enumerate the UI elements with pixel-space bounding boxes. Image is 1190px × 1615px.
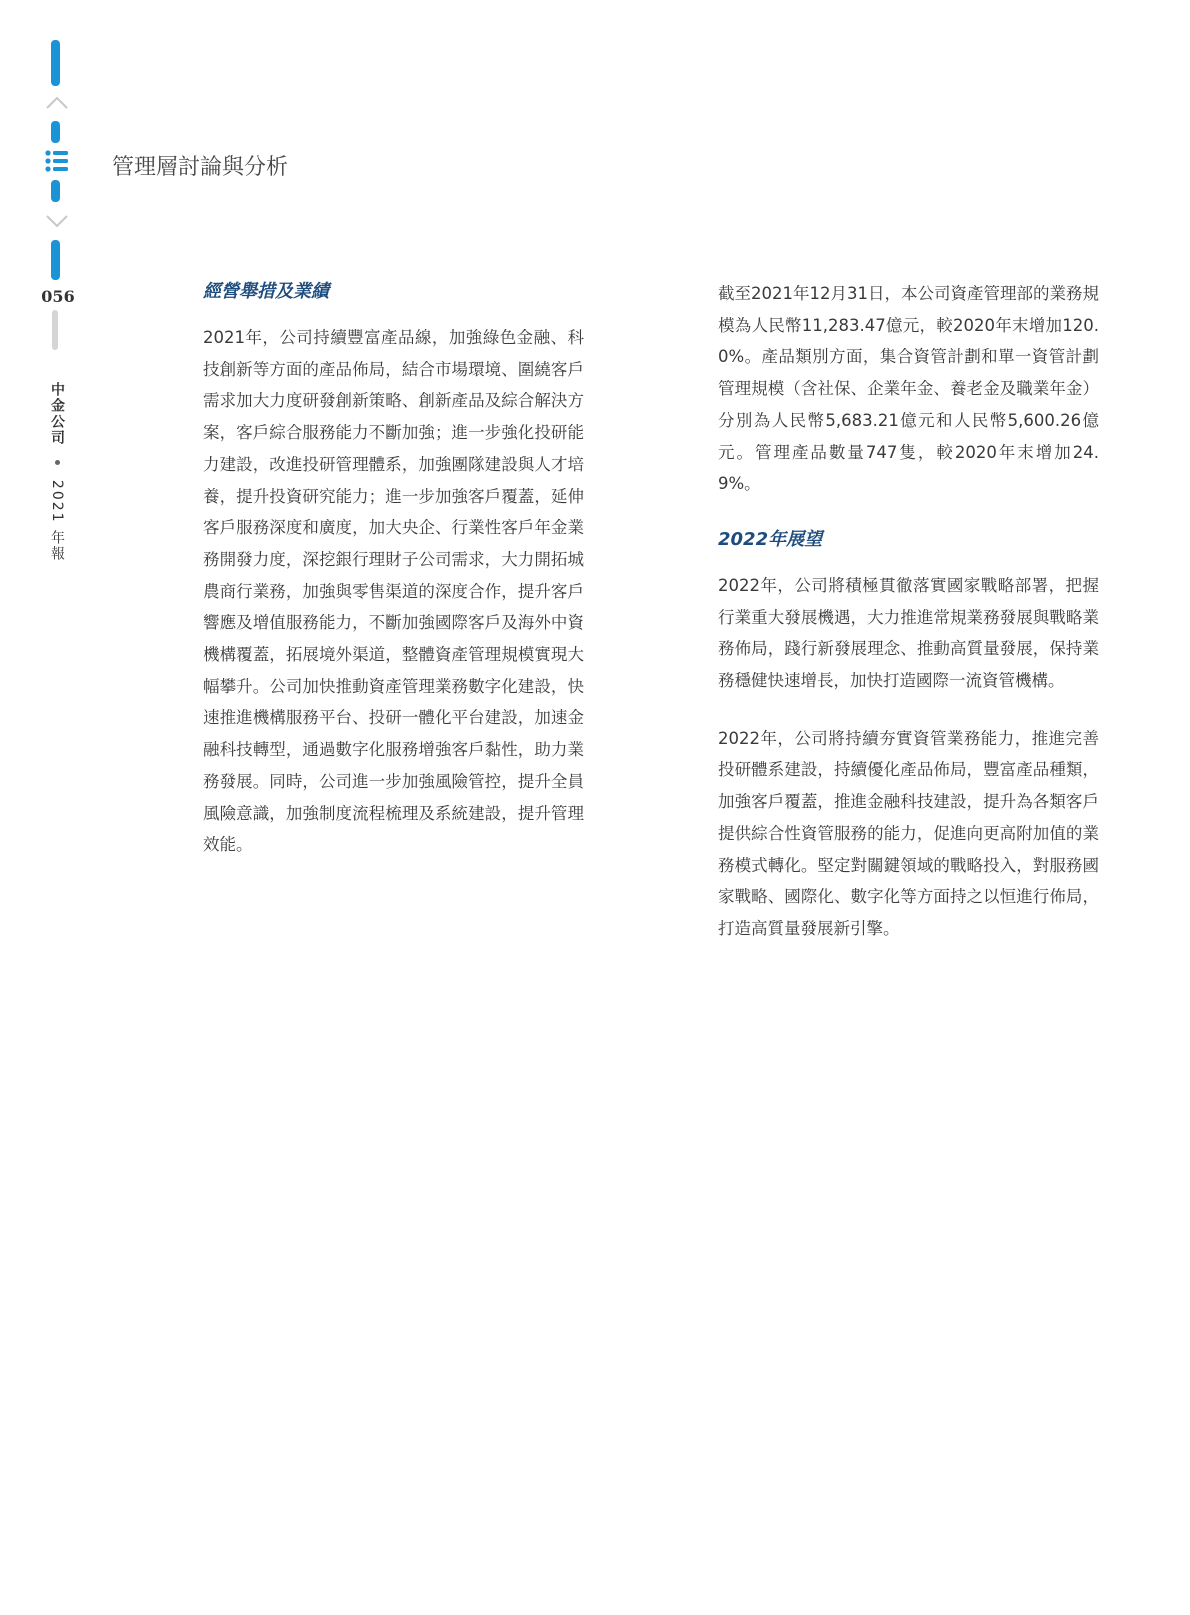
right-column: [718, 278, 1099, 945]
nav-bar-top: [51, 40, 60, 86]
nav-bar-upper: [51, 121, 60, 143]
left-column: [203, 278, 584, 861]
outlook-paragraph-2: 2022年，公司將持續夯實資管業務能力，推進完善投研體系建設，持續優化產品佈局，豐富產品種類，加強客戶覆蓋，推進金融科技建設，提升為各類客戶提供綜合性資管服務的能力，促進向更高附加值的業務模式轉化。堅定對關鍵領域的戰略投入，對服務國家戰略、國際化、數字化等方面持之以恒進行佈局，打造高質量發展新引擎。: [718, 728, 1099, 938]
operations-paragraph: 2021年，公司持續豐富產品線，加強綠色金融、科技創新等方面的產品佈局，結合市場環境、圍繞客戶需求加大力度研發創新策略、創新產品及綜合解決方案，客戶綜合服務能力不斷加強；進一步強化投研能力建設，改進投研管理體系，加強團隊建設與人才培養，提升投資研究能力；進一步加強客戶覆蓋，延伸客戶服務深度和廣度，加大央企、行業性客戶年金業務開發力度，深挖銀行理財子公司需求，大力開拓城農商行業務，加強與零售渠道的深度合作，提升客戶響應及增值服務能力，不斷加強國際客戶及海外中資機構覆蓋，拓展境外渠道，整體資產管理規模實現大幅攀升。公司加快推動資產管理業務數字化建設，快速推進機構服務平台、投研一體化平台建設，加速金融科技轉型，通過數字化服務增強客戶黏性，助力業務發展。同時，公司進一步加強風險管控，提升全員風險意識，加強制度流程梳理及系統建設，提升管理效能。: [203, 328, 584, 855]
nav-bar-lower: [51, 180, 60, 202]
page-number: 056: [41, 287, 75, 306]
scale-paragraph: 截至2021年12月31日，本公司資產管理部的業務規模為人民幣11,283.47億元，較2020年末增加120.0%。產品類別方面，集合資管計劃和單一資管計劃管理規模（含社保、企業年金、養老金及職業年金）分別為人民幣5,683.21億元和人民幣5,600.26億元。管理產品數量747隻，較2020年末增加24.9%。: [718, 284, 1099, 494]
nav-bar-gray: [52, 310, 58, 350]
company-name: 中金公司: [49, 382, 65, 446]
separator-dot: [55, 460, 60, 465]
report-name: 2021 年報: [49, 479, 65, 562]
nav-bar-bottom: [51, 240, 60, 280]
section-heading-outlook: 2022年展望: [718, 528, 823, 550]
menu-list-icon[interactable]: [44, 150, 70, 172]
page-title: 管理層討論與分析: [112, 155, 289, 180]
outlook-paragraph-1: 2022年，公司將積極貫徹落實國家戰略部署，把握行業重大發展機遇，大力推進常規業務發展與戰略業務佈局，踐行新發展理念、推動高質量發展，保持業務穩健快速增長，加快打造國際一流資管機構。: [718, 575, 1099, 691]
chevron-down-icon[interactable]: [45, 213, 69, 231]
vertical-report-label: [47, 382, 67, 562]
section-heading-operations: 經營舉措及業績: [203, 281, 329, 302]
chevron-up-icon[interactable]: [45, 93, 69, 111]
